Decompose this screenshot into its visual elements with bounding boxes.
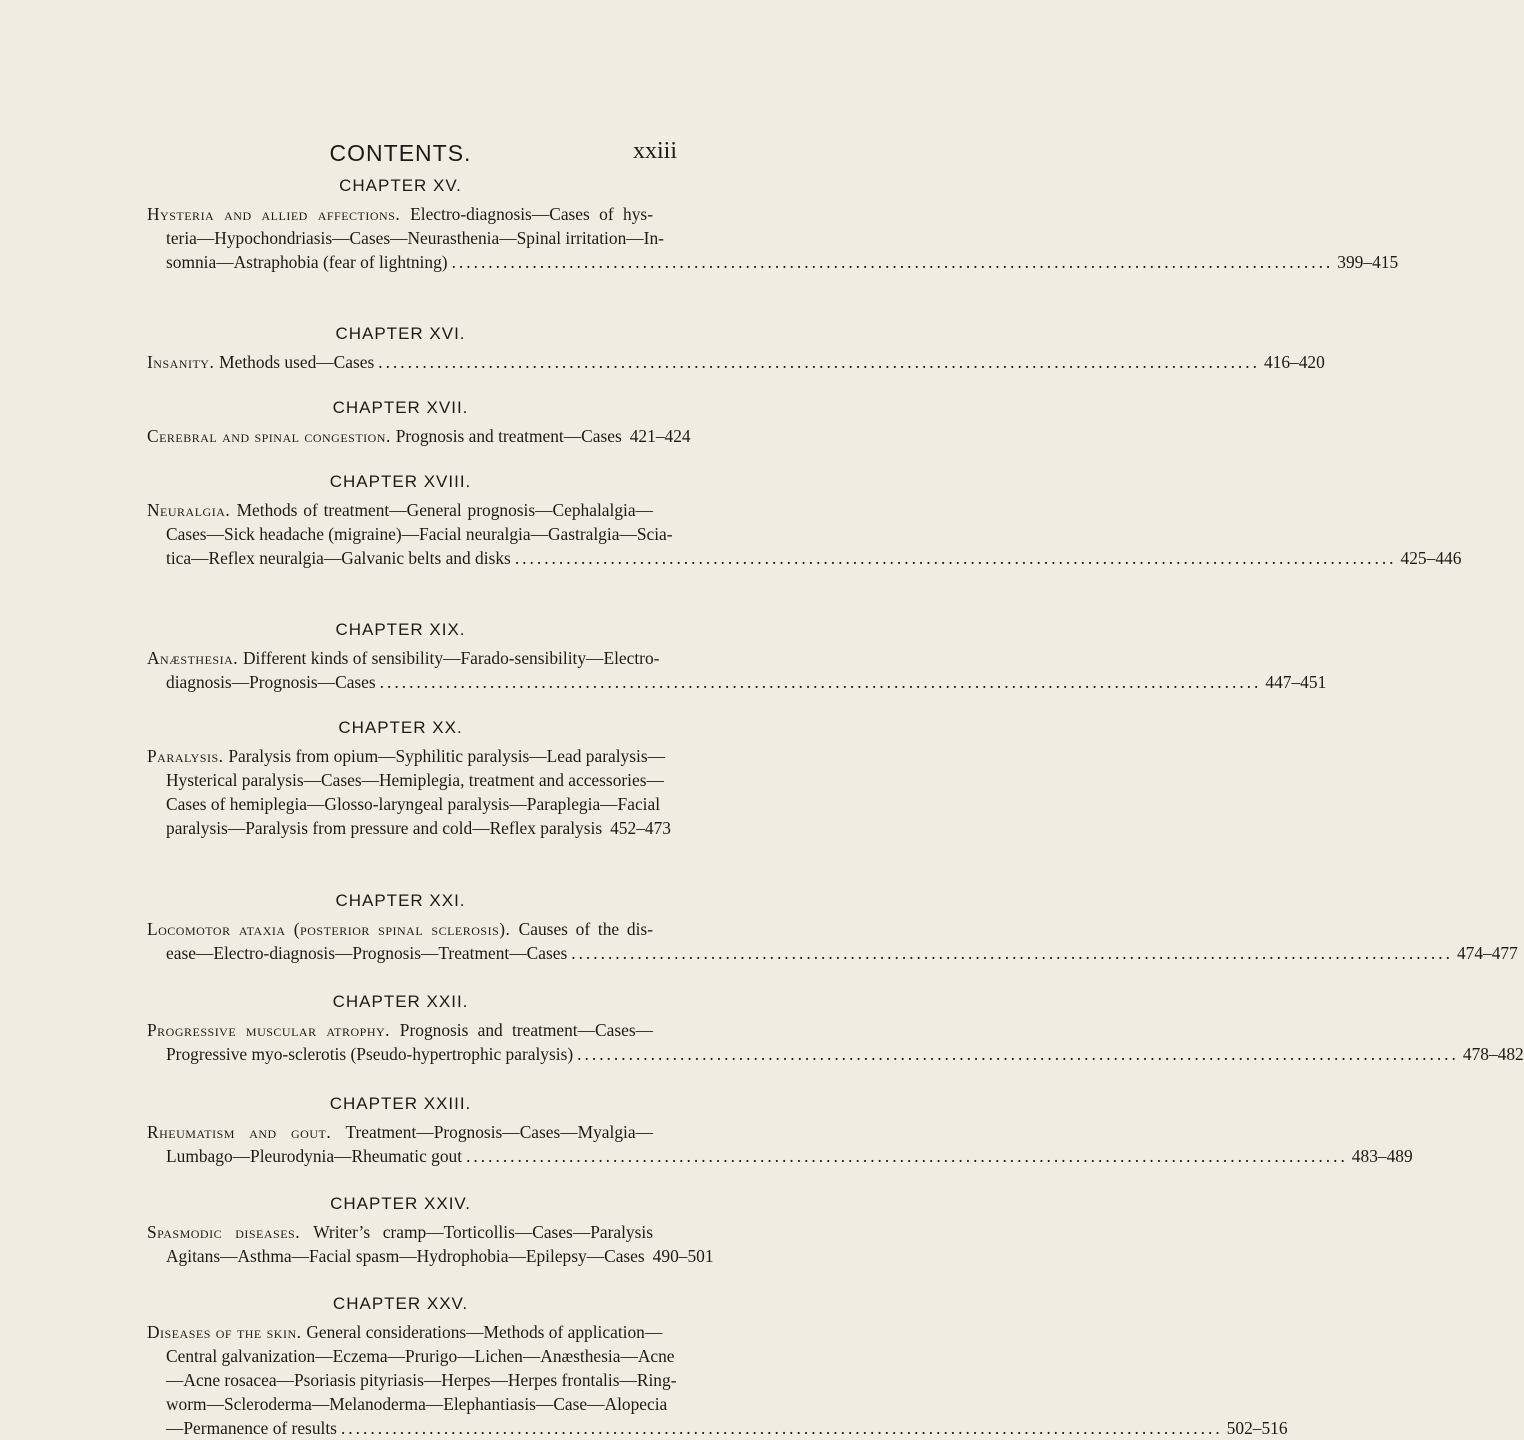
- chapter-summary: [147, 202, 1399, 274]
- dot-leader: ........................................................................................................................: [340, 1418, 1223, 1438]
- summary-line: [147, 522, 673, 546]
- chapter-summary: [147, 917, 1518, 965]
- chapter-heading: CHAPTER XXIV.: [330, 1194, 471, 1213]
- dot-leader: ........................................................................................................................: [379, 672, 1262, 692]
- summary-line: [147, 498, 653, 522]
- summary-line: [147, 1344, 675, 1368]
- dot-leader: ........................................................................................................................: [577, 1044, 1459, 1064]
- page-range: 474–477: [1456, 943, 1518, 963]
- summary-line: [147, 1018, 653, 1042]
- page-range: 483–489: [1351, 1146, 1413, 1166]
- summary-text: [166, 670, 376, 694]
- chapter-topic: Rheumatism and gout.: [147, 1122, 332, 1142]
- summary-text-end: Prognosis and treatment—Cases: [395, 426, 622, 446]
- summary-text: Cases—Sick headache (migraine)—Facial neuralgia—Gastralgia—Scia-: [166, 524, 673, 544]
- chapter-heading: CHAPTER XXIII.: [329, 1094, 472, 1113]
- summary-text: Hysterical paralysis—Cases—Hemiplegia, treatment and accessories—: [166, 770, 664, 790]
- chapter-heading: CHAPTER XVIII.: [329, 472, 472, 491]
- chapter-heading: CHAPTER XXI.: [335, 891, 466, 910]
- page-range: 416–420: [1263, 352, 1325, 372]
- chapter-summary: [147, 1220, 714, 1268]
- summary-text: Prognosis and treatment—Cases—: [399, 1020, 653, 1040]
- summary-line: [147, 226, 664, 250]
- summary-text-end: Lumbago—Pleurodynia—Rheumatic gout: [166, 1146, 463, 1166]
- summary-text-end: Methods used—Cases: [219, 352, 375, 372]
- page-range: 478–482: [1462, 1044, 1524, 1064]
- summary-text: Methods of treatment—General prognosis—Cephalalgia—: [236, 500, 653, 520]
- summary-last-line: [147, 816, 671, 840]
- summary-text: worm—Scleroderma—Melanoderma—Elephantiasis—Case—Alopecia: [166, 1394, 668, 1414]
- chapter-heading: CHAPTER XXII.: [332, 992, 469, 1011]
- page-range: 399–415: [1337, 252, 1399, 272]
- chapter-summary: [147, 350, 1325, 374]
- page-range: 452–473: [610, 818, 671, 838]
- summary-line: [147, 1320, 663, 1344]
- summary-text: Central galvanization—Eczema—Prurigo—Lichen—Anæsthesia—Acne: [166, 1346, 675, 1366]
- page-range: 490–501: [652, 1246, 714, 1266]
- chapter-topic: Hysteria and allied affections.: [147, 204, 401, 224]
- summary-line: [147, 768, 664, 792]
- summary-text-end: paralysis—Paralysis from pressure and cold—Reflex paralysis: [166, 818, 603, 838]
- chapter-summary: [147, 744, 671, 840]
- chapter-topic: Diseases of the skin.: [147, 1322, 302, 1342]
- summary-text-end: —Permanence of results: [166, 1418, 337, 1438]
- chapter-topic: Locomotor ataxia (posterior spinal sclerosis).: [147, 919, 511, 939]
- summary-last-line: [147, 546, 1462, 570]
- summary-text: [166, 941, 567, 965]
- summary-last-line: [147, 250, 1399, 274]
- chapter-heading: CHAPTER XXV.: [332, 1294, 469, 1313]
- summary-last-line: [147, 1244, 714, 1268]
- summary-text-end: Progressive myo-sclerotis (Pseudo-hypertrophic paralysis): [166, 1044, 574, 1064]
- summary-last-line: [147, 424, 691, 448]
- summary-text: Different kinds of sensibility—Farado-sensibility—Electro-: [242, 648, 660, 668]
- page-range: 502–516: [1226, 1418, 1288, 1438]
- running-title: CONTENTS.: [329, 140, 472, 166]
- chapter-summary: [147, 498, 1462, 570]
- summary-text: Causes of the dis-: [518, 919, 653, 939]
- summary-last-line: [147, 670, 1327, 694]
- summary-text: [166, 1244, 645, 1268]
- summary-text-end: Agitans—Asthma—Facial spasm—Hydrophobia—Epilepsy—Cases: [166, 1246, 645, 1266]
- chapter-heading: CHAPTER XX.: [338, 718, 463, 737]
- summary-last-line: [147, 1416, 1288, 1440]
- summary-text: Treatment—Prognosis—Cases—Myalgia—: [345, 1122, 653, 1142]
- chapter-heading: CHAPTER XVII.: [332, 398, 469, 417]
- summary-text: [147, 350, 374, 374]
- chapter-topic: Progressive muscular atrophy.: [147, 1020, 391, 1040]
- summary-text: [166, 1144, 462, 1168]
- summary-text: [166, 1042, 573, 1066]
- dot-leader: ........................................................................................................................: [451, 252, 1334, 272]
- chapter-topic: Spasmodic diseases.: [147, 1222, 301, 1242]
- chapter-topic: Anæsthesia.: [147, 648, 239, 668]
- chapter-summary: [147, 1320, 1288, 1440]
- summary-line: [147, 792, 661, 816]
- summary-text: General considerations—Methods of application—: [306, 1322, 663, 1342]
- summary-line: [147, 1368, 677, 1392]
- chapter-summary: [147, 1120, 1413, 1168]
- page-range: 425–446: [1400, 548, 1462, 568]
- summary-line: [147, 646, 660, 670]
- summary-text: [147, 424, 622, 448]
- summary-text: Electro-diagnosis—Cases of hys-: [410, 204, 653, 224]
- summary-text: [166, 1416, 337, 1440]
- summary-text-end: ease—Electro-diagnosis—Prognosis—Treatment—Cases: [166, 943, 568, 963]
- chapter-topic: Cerebral and spinal congestion.: [147, 426, 391, 446]
- dot-leader: ........................................................................................................................: [514, 548, 1397, 568]
- summary-last-line: [147, 1042, 1524, 1066]
- chapter-summary: [147, 424, 691, 448]
- page-number: xxiii: [632, 138, 677, 164]
- summary-line: [147, 744, 665, 768]
- summary-line: [147, 917, 653, 941]
- chapter-heading: CHAPTER XVI.: [335, 324, 466, 343]
- chapter-topic: Insanity.: [147, 352, 215, 372]
- chapter-summary: [147, 1018, 1524, 1066]
- summary-text: [166, 816, 602, 840]
- summary-text-end: diagnosis—Prognosis—Cases: [166, 672, 376, 692]
- summary-text: Writer’s cramp—Torticollis—Cases—Paralysis: [313, 1222, 653, 1242]
- summary-last-line: [147, 941, 1518, 965]
- summary-text: [166, 250, 448, 274]
- summary-text-end: tica—Reflex neuralgia—Galvanic belts and disks: [166, 548, 511, 568]
- summary-last-line: [147, 350, 1325, 374]
- chapter-heading: CHAPTER XIX.: [335, 620, 466, 639]
- chapter-topic: Paralysis.: [147, 746, 224, 766]
- summary-text-end: somnia—Astraphobia (fear of lightning): [166, 252, 448, 272]
- summary-text: Cases of hemiplegia—Glosso-laryngeal paralysis—Paraplegia—Facial: [166, 794, 661, 814]
- dot-leader: ........................................................................................................................: [378, 352, 1260, 372]
- dot-leader: ........................................................................................................................: [466, 1146, 1348, 1166]
- page-range: 421–424: [629, 426, 691, 446]
- summary-line: [147, 1220, 653, 1244]
- summary-line: [147, 202, 653, 226]
- chapter-summary: [147, 646, 1327, 694]
- summary-last-line: [147, 1144, 1413, 1168]
- chapter-topic: Neuralgia.: [147, 500, 231, 520]
- summary-text: —Acne rosacea—Psoriasis pityriasis—Herpes—Herpes frontalis—Ring-: [166, 1370, 677, 1390]
- dot-leader: ........................................................................................................................: [571, 943, 1453, 963]
- summary-text: Paralysis from opium—Syphilitic paralysis—Lead paralysis—: [228, 746, 665, 766]
- summary-line: [147, 1392, 668, 1416]
- running-head: [0, 140, 801, 170]
- page-range: 447–451: [1265, 672, 1327, 692]
- summary-line: [147, 1120, 653, 1144]
- summary-text: [166, 546, 511, 570]
- chapter-heading: CHAPTER XV.: [339, 176, 462, 195]
- summary-text: teria—Hypochondriasis—Cases—Neurasthenia—Spinal irritation—In-: [166, 228, 664, 248]
